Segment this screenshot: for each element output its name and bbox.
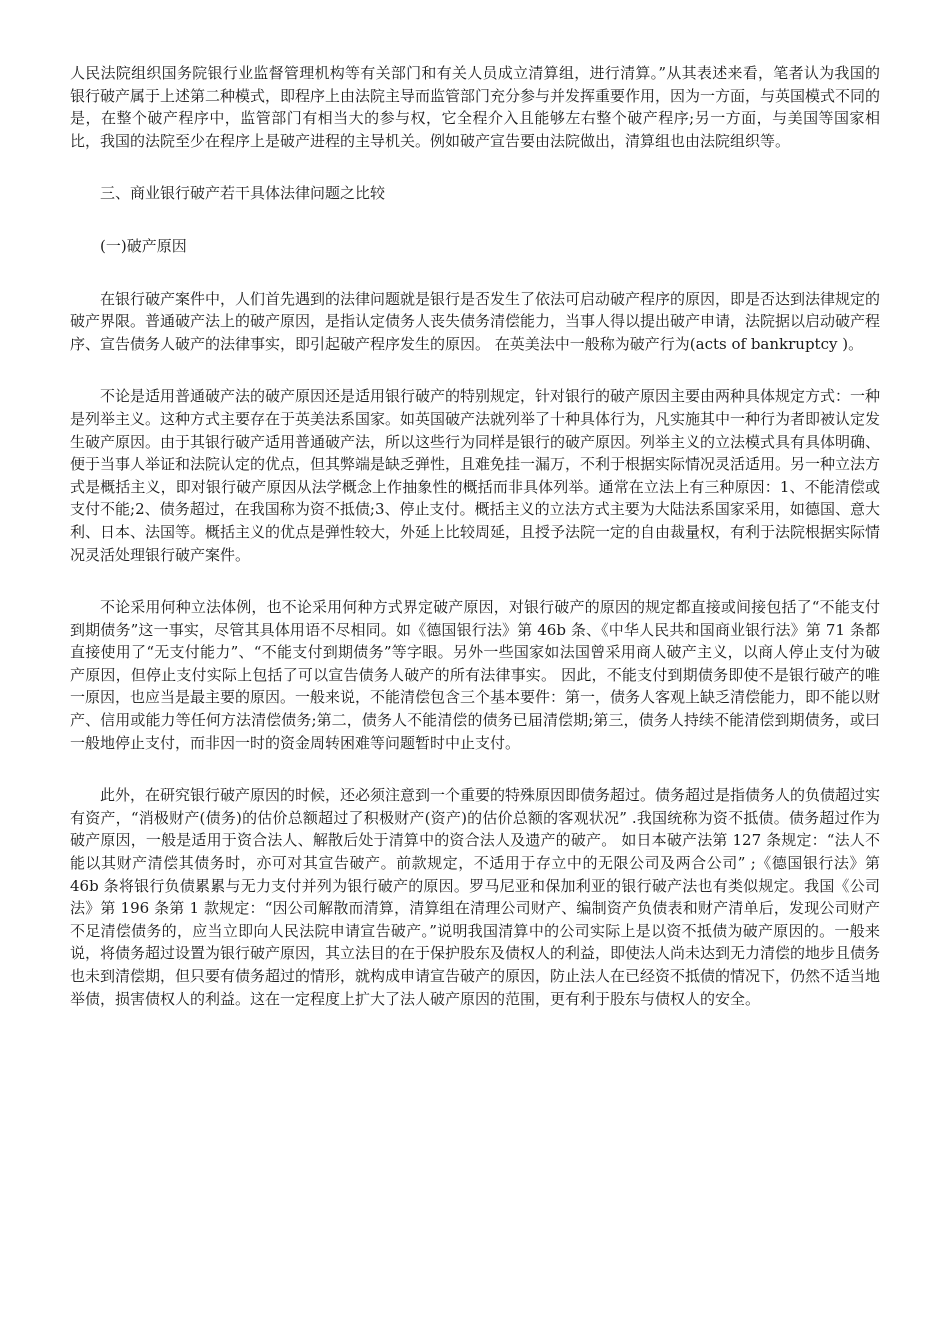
paragraph-intro: 人民法院组织国务院银行业监督管理机构等有关部门和有关人员成立清算组，进行清算。”从其表述来看，笔者认为我国的银行破产属于上述第二种模式，即程序上由法院主导而监管部门充分参与并发挥重要作用，因为一方面，与英国模式不同的是，在整个破产程序中，监管部门有相当大的参与权，它全程介入且能够左右整个破产程序;另一方面，与美国等国家相比，我国的法院至少在程序上是破产进程的主导机关。例如破产宣告要由法院做出，清算组也由法院组织等。 xyxy=(70,64,881,150)
paragraph-insolvency-excess: 此外，在研究银行破产原因的时候，还必须注意到一个重要的特殊原因即债务超过。债务超过是指债务人的负债超过实有资产，“消极财产(债务)的估价总额超过了积极财产(资产)的估价总额的客观状况” .我国统称为资不抵债。债务超过作为破产原因，一般是适用于资合法人、解散后处于清算中的资合法人及遗产的破产。 如日本破产法第 127 条规定：“法人不能以其财产清偿其债务时，亦可对其宣告破产。前款规定，不适用于存立中的无限公司及两合公司” ;《德国银行法》第 46b 条将银行负债累累与无力支付并列为银行破产的原因。罗马尼亚和保加利亚的银行破产法也有类似规定。我国《公司法》第 196 条第 1 款规定：“因公司解散而清算，清算组在清理公司财产、编制资产负债表和财产清单后，发现公司财产不足清偿债务的，应当立即向人民法院申请宣告破产。”说明我国清算中的公司实际上是以资不抵债为破产原因的。一般来说，将债务超过设置为银行破产原因，其立法目的在于保护股东及债权人的利益，即使法人尚未达到无力清偿的地步且债务也未到清偿期，但只要有债务超过的情形，就构成申请宣告破产的原因，防止法人在已经资不抵债的情况下，仍然不适当地举债，损害债权人的利益。这在一定程度上扩大了法人破产原因的范围，更有利于股东与债权人的安全。 xyxy=(70,786,881,1008)
paragraph-inability-to-pay: 不论采用何种立法体例，也不论采用何种方式界定破产原因，对银行破产的原因的规定都直接或间接包括了“不能支付到期债务”这一事实，尽管其具体用语不尽相同。如《德国银行法》第 46b 条、《中华人民共和国商业银行法》第 71 条都直接使用了“无支付能力”、“不能支付到期债务”等字眼。另外一些国家如法国曾采用商人破产主义，以商人停止支付为破产原因，但停止支付实际上包括了可以宣告债务人破产的所有法律事实。 因此，不能支付到期债务即使不是银行破产的唯一原因，也应当是最主要的原因。一般来说，不能清偿包含三个基本要件：第一，债务人客观上缺乏清偿能力，即不能以财产、信用或能力等任何方法清偿债务;第二，债务人不能清偿的债务已届清偿期;第三，债务人持续不能清偿到期债务，或曰一般地停止支付，而非因一时的资金周转困难等问题暂时中止支付。 xyxy=(70,598,881,752)
document-page xyxy=(70,62,880,1010)
paragraph-legislative-modes: 不论是适用普通破产法的破产原因还是适用银行破产的特别规定，针对银行的破产原因主要由两种具体规定方式：一种是列举主义。这种方式主要存在于英美法系国家。如英国破产法就列举了十种具体行为，凡实施其中一种行为者即被认定发生破产原因。由于其银行破产适用普通破产法，所以这些行为同样是银行的破产原因。列举主义的立法模式具有具体明确、便于当事人举证和法院认定的优点，但其弊端是缺乏弹性，且难免挂一漏万，不利于根据实际情况灵活适用。另一种立法方式是概括主义，即对银行破产原因从法学概念上作抽象性的概括而非具体列举。通常在立法上有三种原因：1、不能清偿或支付不能;2、债务超过，在我国称为资不抵债;3、停止支付。概括主义的立法方式主要为大陆法系国家采用，如德国、意大利、日本、法国等。概括主义的优点是弹性较大，外延上比较周延，且授予法院一定的自由裁量权，有利于法院根据实际情况灵活处理银行破产案件。 xyxy=(70,387,881,564)
subsection-heading: (一)破产原因 xyxy=(100,236,187,255)
paragraph-bankruptcy-cause: 在银行破产案件中，人们首先遇到的法律问题就是银行是否发生了依法可启动破产程序的原因，即是否达到法律规定的破产界限。普通破产法上的破产原因，是指认定债务人丧失债务清偿能力，当事人得以提出破产申请，法院据以启动破产程序、宣告债务人破产的法律事实，即引起破产程序发生的原因。 在英美法中一般称为破产行为(acts of bankruptcy )。 xyxy=(70,289,881,353)
section-heading: 三、商业银行破产若干具体法律问题之比较 xyxy=(100,184,386,203)
